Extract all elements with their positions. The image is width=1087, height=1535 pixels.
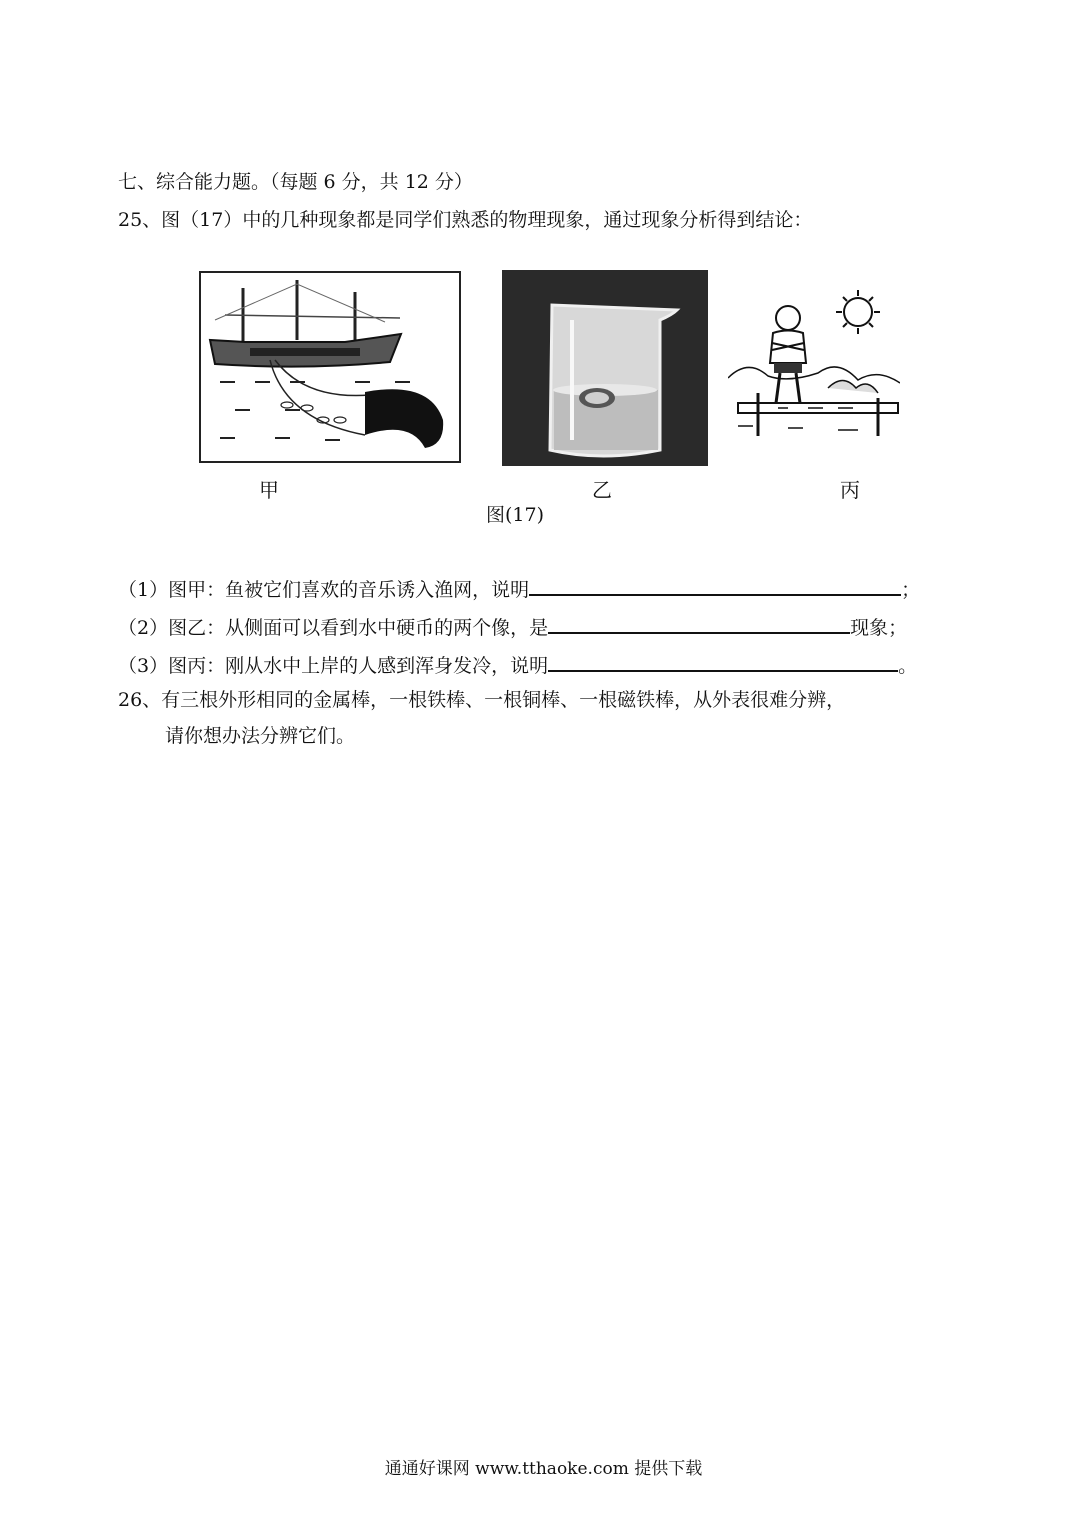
figure-caption: 图(17) [486, 504, 545, 526]
figure-yi-beaker [502, 270, 708, 466]
question-25-item-1 [118, 576, 920, 602]
item-3-text: （3）图丙：刚从水中上岸的人感到浑身发冷，说明 [118, 655, 549, 677]
item-2-text: （2）图乙：从侧面可以看到水中硬币的两个像，是 [118, 617, 549, 639]
answer-blank-3[interactable] [548, 652, 898, 672]
figure-bing-shivering-person [728, 288, 900, 448]
question-25-stem: 25、图（17）中的几种现象都是同学们熟悉的物理现象，通过现象分析得到结论： [118, 209, 813, 231]
answer-blank-2[interactable] [548, 614, 850, 634]
question-25-item-3 [118, 652, 917, 678]
figure-label-bing: 丙 [840, 478, 860, 502]
question-26-line-1: 26、有三根外形相同的金属棒，一根铁棒、一根铜棒、一根磁铁棒，从外表很难分辨， [118, 689, 846, 711]
item-1-text: （1）图甲：鱼被它们喜欢的音乐诱入渔网，说明 [118, 579, 530, 601]
figure-label-yi: 乙 [592, 478, 612, 502]
figure-label-jia: 甲 [259, 478, 279, 502]
section-title: 七、综合能力题。（每题 6 分，共 12 分） [118, 171, 473, 193]
figure-jia-ship-net [195, 270, 463, 466]
item-1-suffix: ； [901, 579, 921, 601]
footer-source: 通通好课网 www.tthaoke.com 提供下载 [384, 1459, 703, 1479]
question-25-item-2 [118, 614, 907, 640]
item-2-suffix: 现象； [850, 617, 908, 639]
question-26-line-2: 请你想办法分辨它们。 [165, 725, 356, 747]
answer-blank-1[interactable] [529, 576, 901, 596]
item-3-suffix: 。 [898, 655, 918, 677]
